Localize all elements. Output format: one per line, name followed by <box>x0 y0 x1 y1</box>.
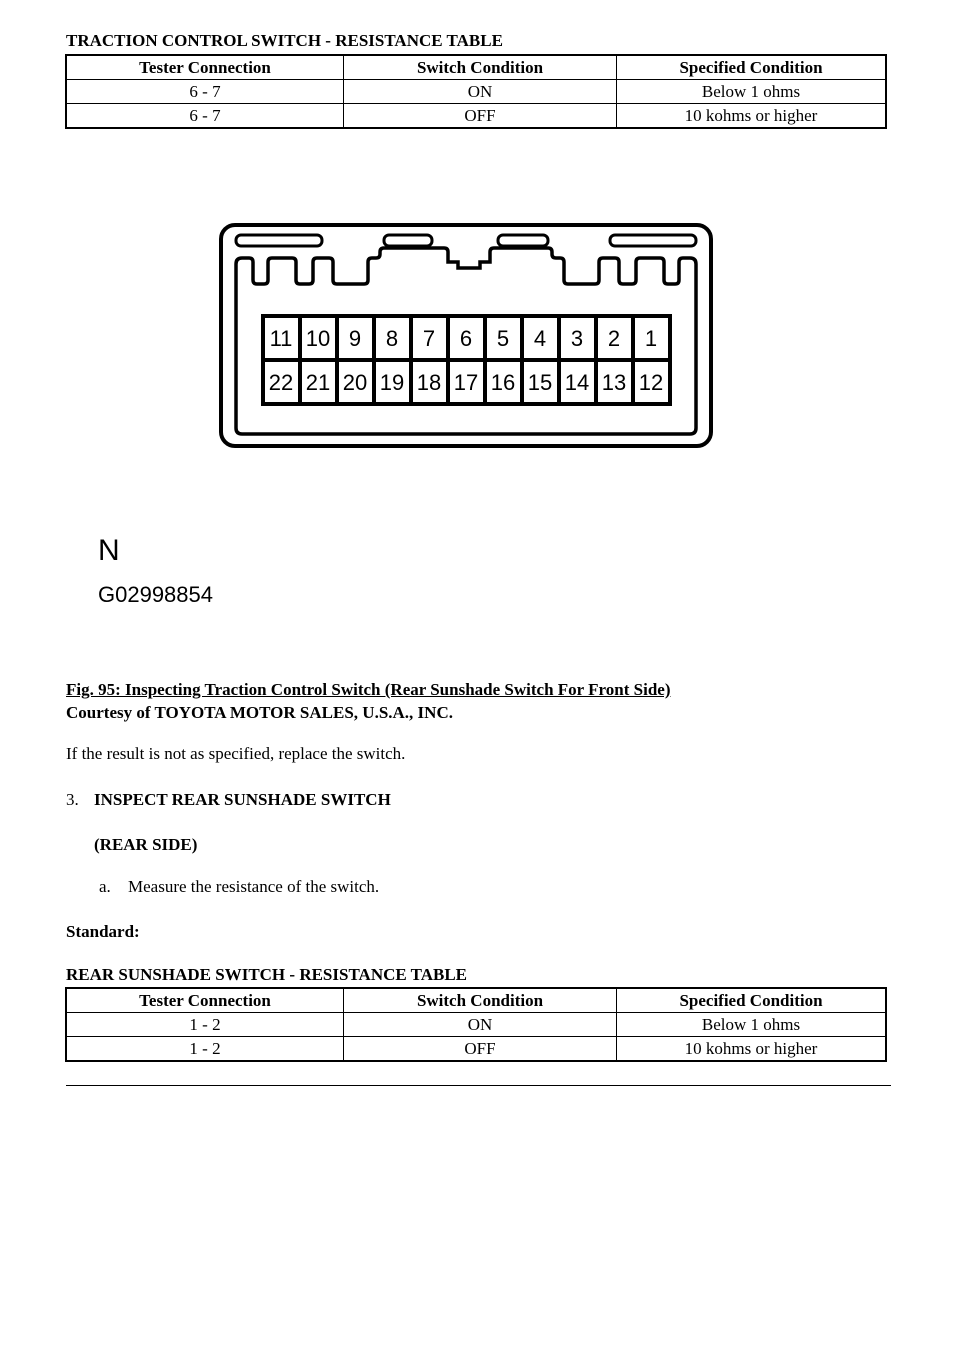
pin-label: 11 <box>269 326 293 351</box>
traction-control-resistance-table <box>65 54 887 129</box>
pin-label: 1 <box>644 326 658 351</box>
pin-label: 5 <box>496 326 510 351</box>
table-row <box>66 1013 886 1037</box>
pin-label: 17 <box>453 370 479 395</box>
table2-title: REAR SUNSHADE SWITCH - RESISTANCE TABLE <box>66 965 468 984</box>
header-switch-condition: Switch Condition <box>344 988 617 1013</box>
cell-specified-condition: 10 kohms or higher <box>617 104 887 129</box>
pin-label: 21 <box>305 370 331 395</box>
step-subtitle: (REAR SIDE) <box>94 835 198 854</box>
cell-switch-condition: OFF <box>344 104 617 129</box>
pin-label: 12 <box>638 370 664 395</box>
figure-courtesy: Courtesy of TOYOTA MOTOR SALES, U.S.A., INC. <box>66 703 453 722</box>
pin-label: 3 <box>570 326 584 351</box>
cell-switch-condition: ON <box>344 1013 617 1037</box>
substep-letter: a. <box>99 877 111 896</box>
cell-tester-connection: 1 - 2 <box>66 1013 344 1037</box>
cell-switch-condition: OFF <box>344 1037 617 1062</box>
header-specified-condition: Specified Condition <box>617 988 887 1013</box>
cell-specified-condition: 10 kohms or higher <box>617 1037 887 1062</box>
cell-specified-condition: Below 1 ohms <box>617 80 887 104</box>
cell-specified-condition: Below 1 ohms <box>617 1013 887 1037</box>
header-specified-condition: Specified Condition <box>617 55 887 80</box>
pin-label: 19 <box>379 370 405 395</box>
pin-label: 14 <box>564 370 590 395</box>
page-divider <box>66 1085 891 1086</box>
pin-label: 8 <box>385 326 399 351</box>
table-header-row <box>66 988 886 1013</box>
table-row <box>66 80 886 104</box>
step-number: 3. <box>66 790 79 809</box>
pin-label: 9 <box>348 326 362 351</box>
pin-label: 10 <box>305 326 331 351</box>
header-switch-condition: Switch Condition <box>344 55 617 80</box>
connector-letter: N <box>98 534 120 567</box>
step-title: INSPECT REAR SUNSHADE SWITCH <box>94 790 391 809</box>
pin-label: 4 <box>533 326 547 351</box>
rear-sunshade-resistance-table <box>65 987 887 1062</box>
result-note: If the result is not as specified, replace the switch. <box>66 744 406 763</box>
cell-tester-connection: 1 - 2 <box>66 1037 344 1062</box>
pin-label: 7 <box>422 326 436 351</box>
table-header-row <box>66 55 886 80</box>
cell-tester-connection: 6 - 7 <box>66 104 344 129</box>
header-tester-connection: Tester Connection <box>66 988 344 1013</box>
figure-caption: Fig. 95: Inspecting Traction Control Switch (Rear Sunshade Switch For Front Side) <box>66 680 671 699</box>
table-row <box>66 104 886 129</box>
pin-label: 16 <box>490 370 516 395</box>
table1-title: TRACTION CONTROL SWITCH - RESISTANCE TABLE <box>66 31 503 50</box>
standard-label: Standard: <box>66 922 140 941</box>
pin-label: 22 <box>268 370 294 395</box>
pin-label: 2 <box>607 326 621 351</box>
substep-text: Measure the resistance of the switch. <box>128 877 380 896</box>
pin-label: 18 <box>416 370 442 395</box>
cell-switch-condition: ON <box>344 80 617 104</box>
pin-label: 6 <box>459 326 473 351</box>
pin-label: 15 <box>527 370 553 395</box>
pin-label: 13 <box>601 370 627 395</box>
pin-label: 20 <box>342 370 368 395</box>
connector-diagram <box>218 222 714 450</box>
image-code: G02998854 <box>98 582 213 607</box>
header-tester-connection: Tester Connection <box>66 55 344 80</box>
cell-tester-connection: 6 - 7 <box>66 80 344 104</box>
table-row <box>66 1037 886 1062</box>
